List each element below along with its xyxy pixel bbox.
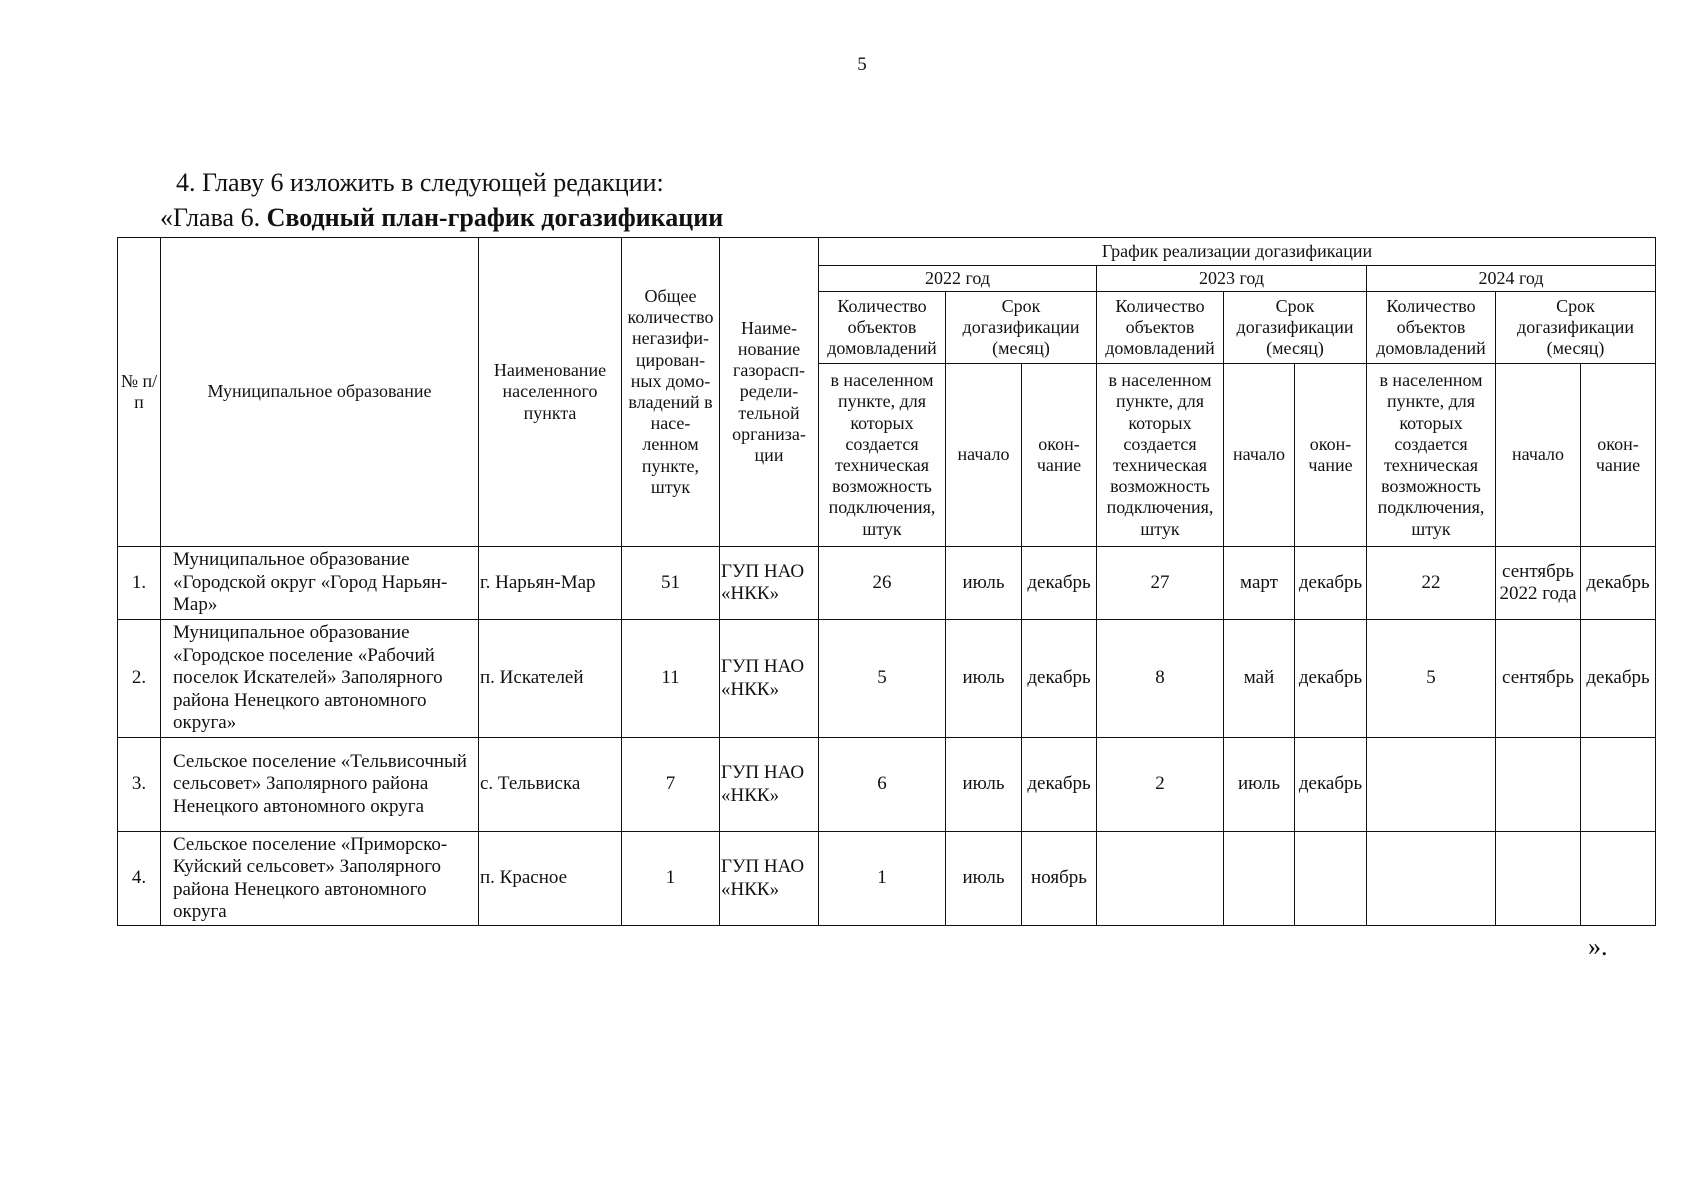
- header-count-2022: Количество объектов домовладений: [819, 292, 946, 364]
- row-end-2024: декабрь: [1581, 620, 1656, 738]
- row-end-2023: [1295, 832, 1367, 926]
- header-term-2023: Срок догазификации (месяц): [1224, 292, 1367, 364]
- row-start-2024: [1496, 738, 1581, 832]
- row-count-2022: 5: [819, 620, 946, 738]
- row-operator: ГУП НАО «НКК»: [720, 738, 819, 832]
- header-term-2022: Срок догазификации (месяц): [946, 292, 1097, 364]
- row-end-2024: [1581, 738, 1656, 832]
- header-count-detail-2022: в населенном пункте, для которых создается техническая возможность подключения, штук: [819, 364, 946, 547]
- header-year-2023: 2023 год: [1097, 266, 1367, 292]
- row-municipality: Муниципальное образование «Городской округ «Город Нарьян-Мар»: [161, 547, 479, 620]
- row-start-2024: сентябрь: [1496, 620, 1581, 738]
- row-end-2024: декабрь: [1581, 547, 1656, 620]
- table-row: [118, 738, 1656, 832]
- row-count-2023: 2: [1097, 738, 1224, 832]
- row-count-2022: 6: [819, 738, 946, 832]
- row-end-2023: декабрь: [1295, 620, 1367, 738]
- amendment-instruction: 4. Главу 6 изложить в следующей редакции:: [176, 168, 664, 197]
- row-count-2024: [1367, 738, 1496, 832]
- header-year-2024: 2024 год: [1367, 266, 1656, 292]
- header-count-detail-2024: в населенном пункте, для которых создается техническая возможность подключения, штук: [1367, 364, 1496, 547]
- chapter-title: Сводный план-график догазификации: [266, 203, 724, 232]
- row-start-2023: май: [1224, 620, 1295, 738]
- row-count-2024: 5: [1367, 620, 1496, 738]
- row-num: 1.: [118, 547, 161, 620]
- row-start-2023: [1224, 832, 1295, 926]
- header-start-2024: начало: [1496, 364, 1581, 547]
- row-operator: ГУП НАО «НКК»: [720, 547, 819, 620]
- row-start-2024: [1496, 832, 1581, 926]
- header-num: № п/п: [118, 238, 161, 547]
- row-start-2022: июль: [946, 620, 1022, 738]
- row-num: 2.: [118, 620, 161, 738]
- row-municipality: Муниципальное образование «Городское поселение «Рабочий поселок Искателей» Заполярного района Ненецкого автономного округа»: [161, 620, 479, 738]
- gasification-schedule-table: [117, 237, 1656, 926]
- row-end-2024: [1581, 832, 1656, 926]
- row-count-2022: 1: [819, 832, 946, 926]
- row-num: 3.: [118, 738, 161, 832]
- row-count-2023: 8: [1097, 620, 1224, 738]
- header-municipality: Муниципальное образование: [161, 238, 479, 547]
- row-operator: ГУП НАО «НКК»: [720, 832, 819, 926]
- row-count-2024: [1367, 832, 1496, 926]
- chapter-heading: [160, 203, 723, 233]
- header-end-2022: окон-чание: [1022, 364, 1097, 547]
- row-settlement: г. Нарьян-Мар: [479, 547, 622, 620]
- row-start-2023: март: [1224, 547, 1295, 620]
- row-count-2022: 26: [819, 547, 946, 620]
- row-end-2022: ноябрь: [1022, 832, 1097, 926]
- row-start-2024: сентябрь 2022 года: [1496, 547, 1581, 620]
- row-start-2022: июль: [946, 738, 1022, 832]
- header-count-2023: Количество объектов домовладений: [1097, 292, 1224, 364]
- header-start-2023: начало: [1224, 364, 1295, 547]
- row-start-2022: июль: [946, 832, 1022, 926]
- table-row: [118, 832, 1656, 926]
- page-number: 5: [857, 54, 867, 75]
- row-end-2023: декабрь: [1295, 738, 1367, 832]
- table-row: [118, 547, 1656, 620]
- header-count-2024: Количество объектов домовладений: [1367, 292, 1496, 364]
- row-settlement: с. Тельвиска: [479, 738, 622, 832]
- row-end-2022: декабрь: [1022, 738, 1097, 832]
- table-row: [118, 620, 1656, 738]
- header-start-2022: начало: [946, 364, 1022, 547]
- header-total-households: Общее количество негазифи-цирован-ных домо-владений в насе-ленном пункте, штук: [622, 238, 720, 547]
- row-count-2023: 27: [1097, 547, 1224, 620]
- row-total: 11: [622, 620, 720, 738]
- row-settlement: п. Искателей: [479, 620, 622, 738]
- row-count-2023: [1097, 832, 1224, 926]
- row-municipality: Сельское поселение «Приморско-Куйский сельсовет» Заполярного района Ненецкого автономного округа: [161, 832, 479, 926]
- row-settlement: п. Красное: [479, 832, 622, 926]
- header-end-2023: окон-чание: [1295, 364, 1367, 547]
- row-num: 4.: [118, 832, 161, 926]
- header-count-detail-2023: в населенном пункте, для которых создается техническая возможность подключения, штук: [1097, 364, 1224, 547]
- row-end-2022: декабрь: [1022, 620, 1097, 738]
- row-municipality: Сельское поселение «Тельвисочный сельсовет» Заполярного района Ненецкого автономного округа: [161, 738, 479, 832]
- chapter-prefix: «Глава 6.: [160, 203, 267, 232]
- row-operator: ГУП НАО «НКК»: [720, 620, 819, 738]
- row-total: 51: [622, 547, 720, 620]
- row-end-2023: декабрь: [1295, 547, 1367, 620]
- row-end-2022: декабрь: [1022, 547, 1097, 620]
- row-start-2023: июль: [1224, 738, 1295, 832]
- row-total: 1: [622, 832, 720, 926]
- header-term-2024: Срок догазификации (месяц): [1496, 292, 1656, 364]
- header-end-2024: окон-чание: [1581, 364, 1656, 547]
- row-start-2022: июль: [946, 547, 1022, 620]
- header-schedule: График реализации догазификации: [819, 238, 1656, 266]
- header-settlement: Наименование населенного пункта: [479, 238, 622, 547]
- closing-quote-mark: ».: [1588, 932, 1608, 961]
- row-count-2024: 22: [1367, 547, 1496, 620]
- row-total: 7: [622, 738, 720, 832]
- header-gas-operator: Наиме-нование газорасп-редели-тельной организа-ции: [720, 238, 819, 547]
- header-year-2022: 2022 год: [819, 266, 1097, 292]
